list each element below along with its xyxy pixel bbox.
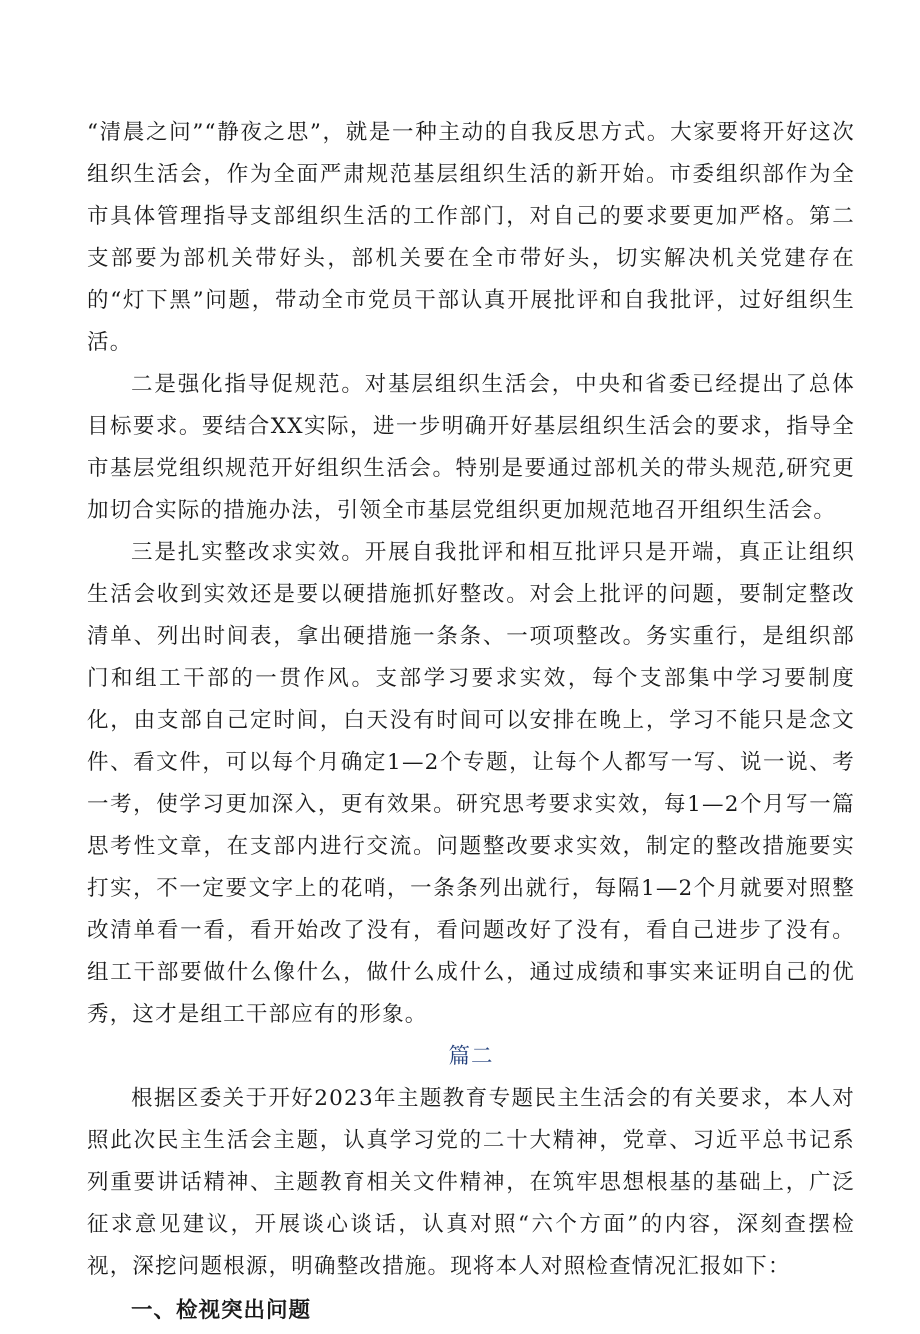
section-title: 篇二 [448, 1044, 494, 1069]
paragraph-point-two: 二是强化指导促规范。对基层组织生活会，中央和省委已经提出了总体目标要求。要结合XX实际，进一步明确开好基层组织生活会的要求，指导全市基层党组织规范开好组织生活会。特别是要通过部机关的带头规范,研究更加切合实际的措施办法，引领全市基层党组织更加规范地召开组织生活会。 [87, 372, 855, 523]
paragraph-point-three: 三是扎实整改求实效。开展自我批评和相互批评只是开端，真正让组织生活会收到实效还是要以硬措施抓好整改。对会上批评的问题，要制定整改清单、列出时间表，拿出硬措施一条条、一项项整改。务实重行，是组织部门和组工干部的一贯作风。支部学习要求实效，每个支部集中学习要制度化，由支部自己定时间，白天没有时间可以安排在晚上，学习不能只是念文件、看文件，可以每个月确定1—2个专题，让每个人都写一写、说一说、考一考，使学习更加深入，更有效果。研究思考要求实效，每1—2个月写一篇思考性文章，在支部内进行交流。问题整改要求实效，制定的整改措施要实打实，不一定要文字上的花哨，一条条列出就行，每隔1—2个月就要对照整改清单看一看，看开始改了没有，看问题改好了没有，看自己进步了没有。组工干部要做什么像什么，做什么成什么，通过成绩和事实来证明自己的优秀，这才是组工干部应有的形象。 [87, 540, 855, 1027]
paragraph-continuation: “清晨之问”“静夜之思”，就是一种主动的自我反思方式。大家要将开好这次组织生活会，作为全面严肃规范基层组织生活的新开始。市委组织部作为全市具体管理指导支部组织生活的工作部门，对自己的要求要更加严格。第二支部要为部机关带好头，部机关要在全市带好头，切实解决机关党建存在的“灯下黑”问题，带动全市党员干部认真开展批评和自我批评，过好组织生活。 [87, 120, 855, 355]
paragraph-section-intro: 根据区委关于开好2023年主题教育专题民主生活会的有关要求，本人对照此次民主生活会主题，认真学习党的二十大精神，党章、习近平总书记系列重要讲话精神、主题教育相关文件精神，在筑牢思想根基的基础上，广泛征求意见建议，开展谈心谈话，认真对照“六个方面”的内容，深刻查摆检视，深挖问题根源，明确整改措施。现将本人对照检查情况汇报如下： [87, 1086, 855, 1279]
heading-level-one: 一、检视突出问题 [131, 1298, 312, 1323]
document-page [87, 112, 855, 1334]
